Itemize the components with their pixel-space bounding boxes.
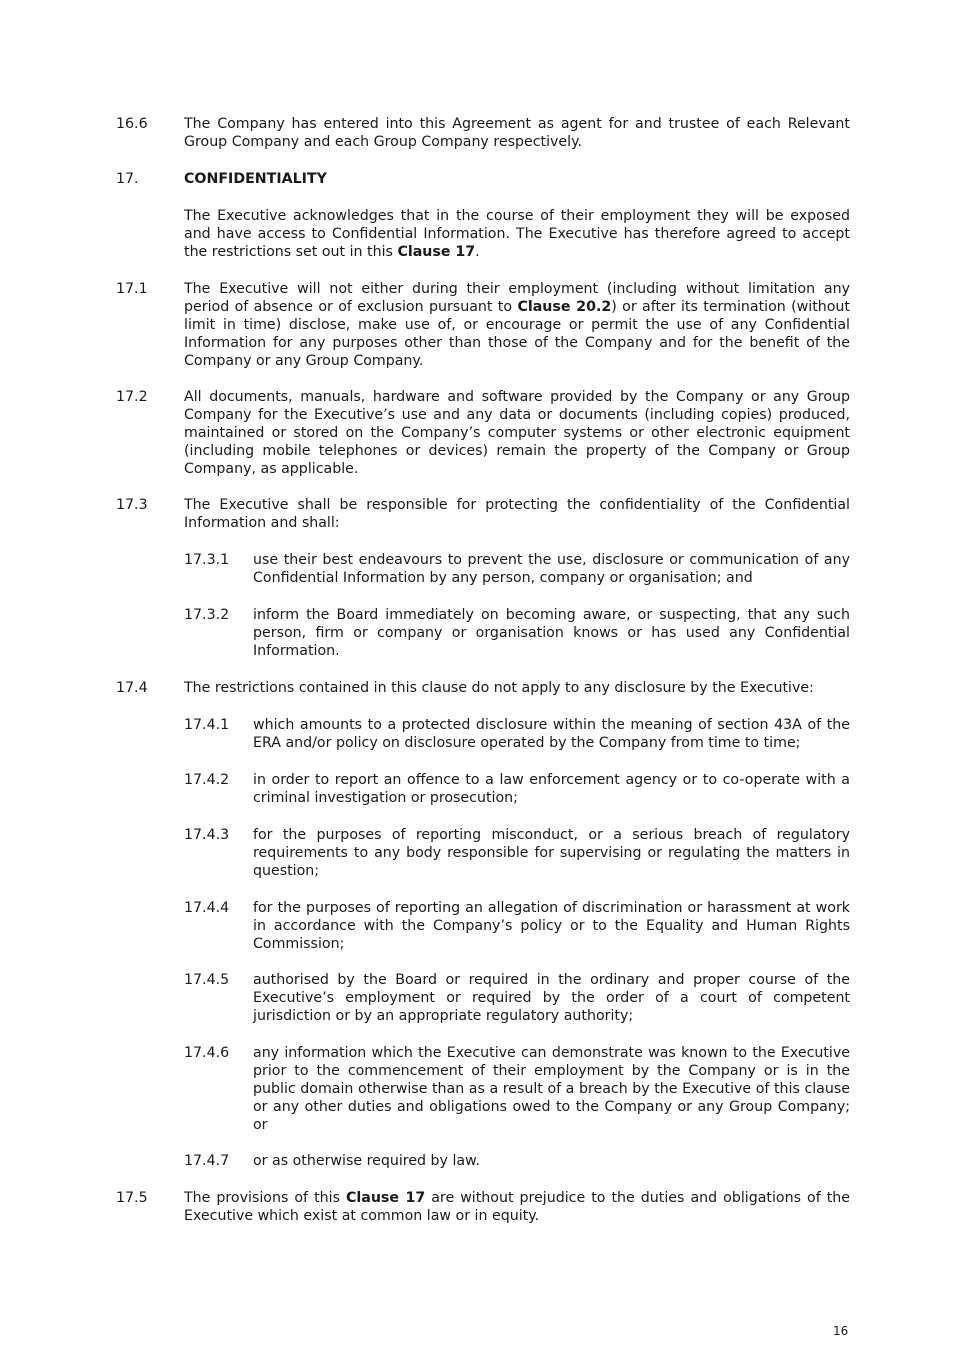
clause-text: The restrictions contained in this clause do not apply to any disclosure by the Executive: — [184, 680, 814, 696]
clause-text: The Executive will not either during their employment (including without limitation any period of absence or of exclusion pursuant to Clause 20.2) or after its termination (without limit in time) disclose, make use of, or encourage or permit the use of any Confidential Information for any purposes other than those of the Company and for the benefit of the Company or any Group Company. — [184, 281, 850, 369]
clause-17-3-2 — [184, 607, 850, 661]
clause-number: 17.3.2 — [184, 607, 230, 623]
clause-text: for the purposes of reporting an allegation of discrimination or harassment at work in accordance with the Company’s policy or to the Equality and Human Rights Commission; — [253, 900, 850, 952]
clause-text: inform the Board immediately on becoming aware, or suspecting, that any such person, firm or company or organisation knows or has used any Confidential Information. — [253, 607, 850, 659]
clause-number: 17.4.4 — [184, 900, 230, 916]
clause-number: 17.4.3 — [184, 827, 230, 843]
clause-17-4-3 — [184, 827, 850, 881]
clause-text: which amounts to a protected disclosure within the meaning of section 43A of the ERA and/or policy on disclosure operated by the Company from time to time; — [253, 717, 850, 751]
clause-17-intro — [184, 208, 850, 262]
clause-number: 17.2 — [116, 389, 148, 405]
section-heading — [116, 171, 850, 189]
clause-17-3 — [116, 497, 850, 533]
clause-17-1 — [116, 281, 850, 371]
clause-number: 17.5 — [116, 1190, 148, 1206]
clause-number: 17.1 — [116, 281, 148, 297]
clause-text: for the purposes of reporting misconduct, or a serious breach of regulatory requirements to any body responsible for supervising or regulating the matters in question; — [253, 827, 850, 879]
clause-17-4 — [116, 680, 850, 698]
clause-number: 17.3.1 — [184, 552, 230, 568]
clause-text: All documents, manuals, hardware and software provided by the Company or any Group Company for the Executive’s use and any data or documents (including copies) produced, maintained or stored on the Company’s computer systems or other electronic equipment (including mobile telephones or devices) remain the property of the Company or Group Company, as applicable. — [184, 389, 850, 477]
clause-text: authorised by the Board or required in the ordinary and proper course of the Executive’s employment or required by the order of a court of competent jurisdiction or by an appropriate regulatory authority; — [253, 972, 850, 1024]
clause-17-4-1 — [184, 717, 850, 753]
clause-text: any information which the Executive can demonstrate was known to the Executive prior to the commencement of their employment by the Company or is in the public domain otherwise than as a result of a breach by the Executive of this clause or any other duties and obligations owed to the Company or any Group Company; or — [253, 1045, 850, 1133]
section-number: 17. — [116, 171, 139, 187]
clause-17-4-6 — [184, 1045, 850, 1135]
clause-text: The Executive shall be responsible for protecting the confidentiality of the Confidential Information and shall: — [184, 497, 850, 531]
clause-number: 17.4.6 — [184, 1045, 230, 1061]
clause-text: The Company has entered into this Agreement as agent for and trustee of each Relevant Group Company and each Group Company respectively. — [184, 116, 850, 150]
clause-17-3-1 — [184, 552, 850, 588]
clause-number: 17.4.7 — [184, 1153, 230, 1169]
clause-number: 17.4.2 — [184, 772, 230, 788]
clause-number: 17.4.1 — [184, 717, 230, 733]
clause-17-5 — [116, 1190, 850, 1226]
page-number: 16 — [833, 1324, 849, 1338]
clause-16-6 — [116, 116, 850, 152]
clause-reference: Clause 20.2 — [517, 298, 612, 315]
clause-17-2 — [116, 389, 850, 479]
clause-text: or as otherwise required by law. — [253, 1153, 480, 1169]
clause-number: 16.6 — [116, 116, 148, 132]
clause-text: The Executive acknowledges that in the course of their employment they will be exposed and have access to Confidential Information. The Executive has therefore agreed to accept the restrictions set out in this Clause 17. — [184, 208, 850, 260]
clause-17-4-7 — [184, 1153, 850, 1171]
clause-text: in order to report an offence to a law enforcement agency or to co-operate with a criminal investigation or prosecution; — [253, 772, 850, 806]
section-title: CONFIDENTIALITY — [184, 171, 327, 187]
clause-17-4-4 — [184, 900, 850, 954]
clause-text: The provisions of this Clause 17 are without prejudice to the duties and obligations of the Executive which exist at common law or in equity. — [184, 1190, 850, 1224]
clause-17-4-2 — [184, 772, 850, 808]
clause-reference: Clause 17 — [397, 243, 476, 260]
clause-reference: Clause 17 — [345, 1190, 426, 1206]
clause-number: 17.4.5 — [184, 972, 230, 988]
clause-17-4-5 — [184, 972, 850, 1026]
clause-text: use their best endeavours to prevent the use, disclosure or communication of any Confidential Information by any person, company or organisation; and — [253, 552, 850, 586]
clause-number: 17.4 — [116, 680, 148, 696]
clause-number: 17.3 — [116, 497, 148, 513]
